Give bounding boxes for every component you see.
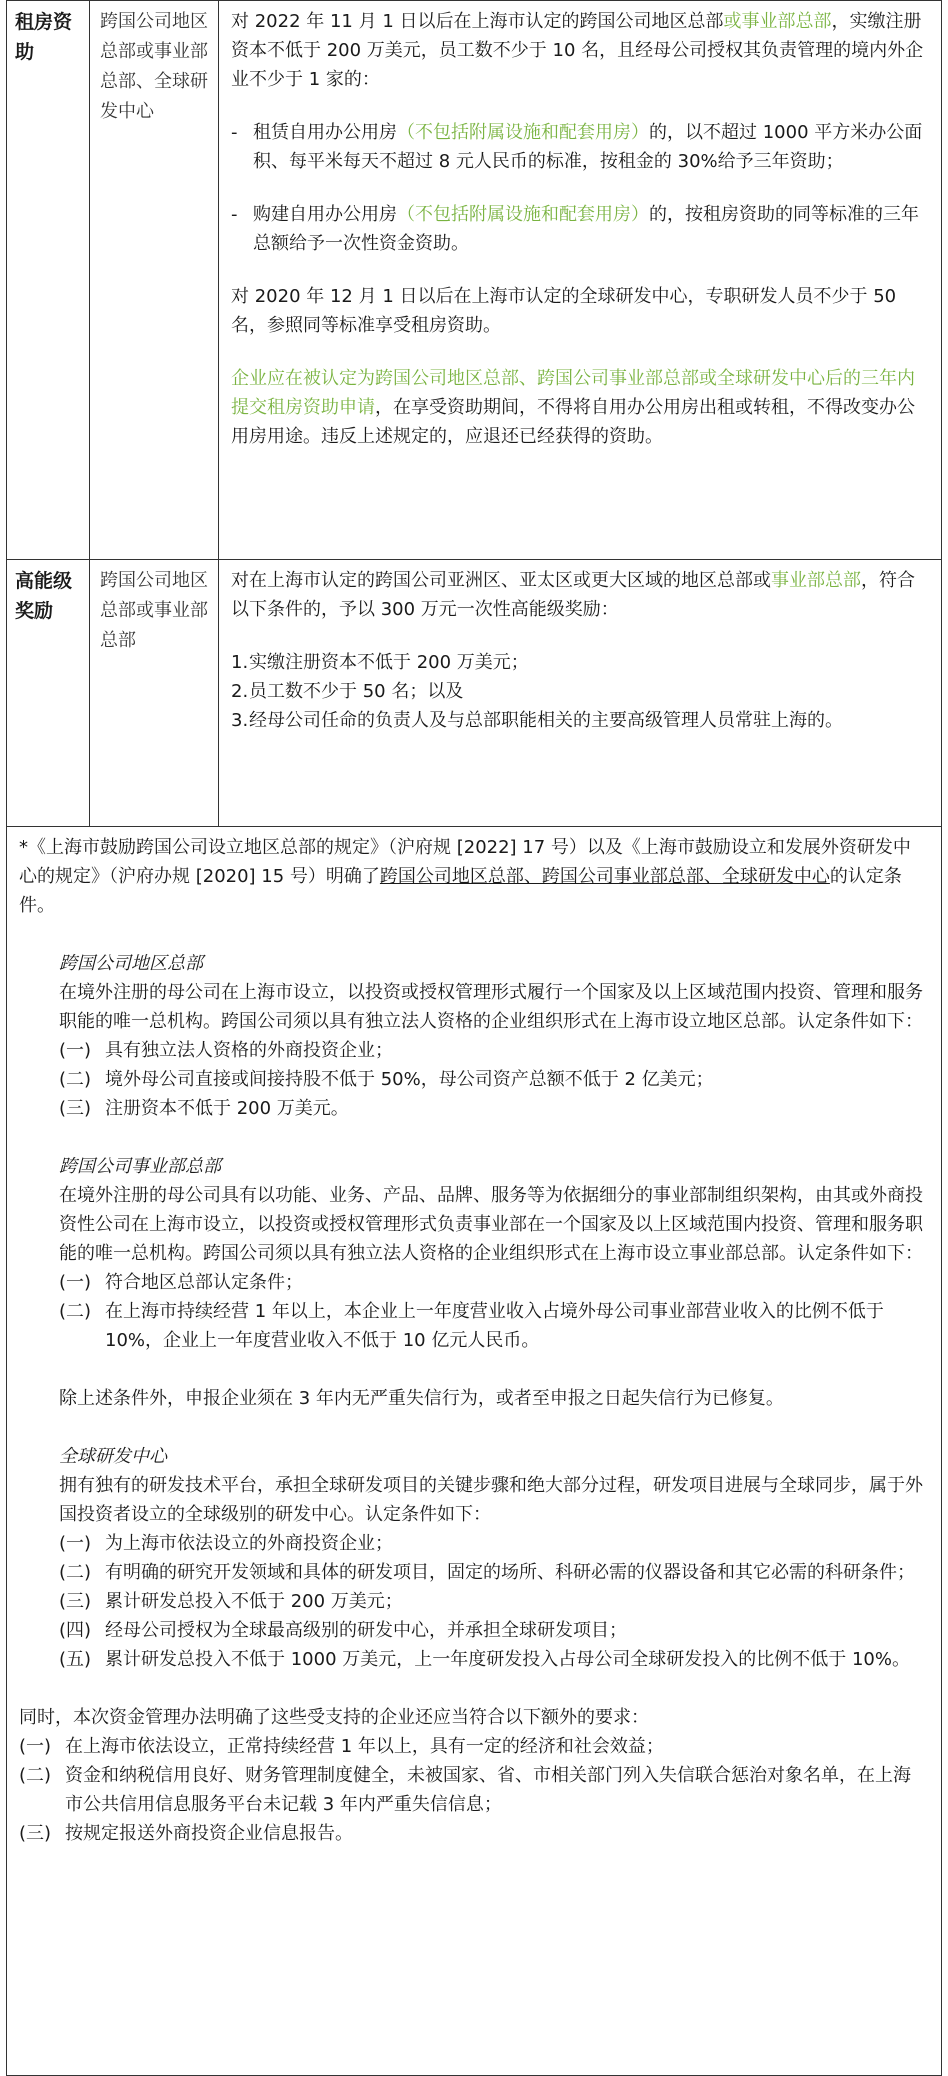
list-item: 1. 实缴注册资本不低于 200 万美元； bbox=[231, 652, 529, 673]
notes-intro: *《上海市鼓励跨国公司设立地区总部的规定》（沪府规 [2022] 17 号）以及《上海市鼓励设立和发展外资研发中心的规定》（沪府办规 [2020] 15 号）明确了跨国公司地区总部、跨国公司事业部总部、全球研发中心的认定条件。 bbox=[19, 837, 911, 916]
dash-bullet: - bbox=[231, 204, 238, 225]
list-item: 3. 经母公司任命的负责人及与总部职能相关的主要高级管理人员常驻上海的。 bbox=[231, 710, 843, 731]
applicable-entity-cell: 跨国公司地区总部或事业部总部 bbox=[90, 560, 219, 827]
final-requirements-intro: 同时，本次资金管理办法明确了这些受支持的企业还应当符合以下额外的要求： bbox=[19, 1707, 649, 1728]
list-item: (五) 累计研发总投入不低于 1000 万美元，上一年度研发投入占母公司全球研发投入的比例不低于 10%。 bbox=[59, 1649, 910, 1670]
category-cell: 高能级奖励 bbox=[7, 560, 90, 827]
subsidy-table bbox=[6, 0, 942, 827]
paragraph: 企业应在被认定为跨国公司地区总部、跨国公司事业部总部或全球研发中心后的三年内提交租房资助申请，在享受资助期间，不得将自用办公用房出租或转租，不得改变办公用房用途。违反上述规定的，应退还已经获得的资助。 bbox=[231, 368, 915, 447]
list-item: (二) 境外母公司直接或间接持股不低于 50%，母公司资产总额不低于 2 亿美元； bbox=[59, 1069, 714, 1090]
list-item: - 购建自用办公用房（不包括附属设施和配套用房）的，按租房资助的同等标准的三年总额给予一次性资金资助。 bbox=[231, 200, 927, 258]
list-item: (三) 注册资本不低于 200 万美元。 bbox=[59, 1098, 349, 1119]
paragraph: 对 2022 年 11 月 1 日以后在上海市认定的跨国公司地区总部或事业部总部，实缴注册资本不低于 200 万美元，员工数不少于 10 名，且经母公司授权其负责管理的境内外企业不少于 1 家的： bbox=[231, 11, 924, 90]
highlight-text: 企业应在被认定为跨国公司地区总部、跨国公司事业部总部或全球研发中心后的三年内提交租房资助申请 bbox=[231, 368, 915, 418]
description-cell bbox=[219, 1, 942, 560]
description-cell bbox=[219, 560, 942, 827]
table-row-rent-subsidy bbox=[7, 1, 942, 560]
category-cell: 租房资助 bbox=[7, 1, 90, 560]
list-item: (四) 经母公司授权为全球最高级别的研发中心，并承担全球研发项目； bbox=[59, 1620, 627, 1641]
table-row-high-level-award bbox=[7, 560, 942, 827]
paragraph: 对在上海市认定的跨国公司亚洲区、亚太区或更大区域的地区总部或事业部总部，符合以下条件的，予以 300 万元一次性高能级奖励： bbox=[231, 570, 915, 620]
dash-bullet: - bbox=[231, 122, 238, 143]
highlight-text: （不包括附属设施和配套用房） bbox=[397, 204, 649, 225]
section-heading: 全球研发中心 bbox=[59, 1446, 167, 1467]
list-item: (三) 按规定报送外商投资企业信息报告。 bbox=[19, 1823, 353, 1844]
list-item: 2. 员工数不少于 50 名；以及 bbox=[231, 681, 464, 702]
list-item: (一) 为上海市依法设立的外商投资企业； bbox=[59, 1533, 393, 1554]
highlight-text: 或事业部总部 bbox=[723, 11, 832, 32]
list-item: (三) 累计研发总投入不低于 200 万美元； bbox=[59, 1591, 403, 1612]
section-note: 除上述条件外，申报企业须在 3 年内无严重失信行为，或者至申报之日起失信行为已修复。 bbox=[59, 1388, 784, 1409]
applicable-entity-cell: 跨国公司地区总部或事业部总部、全球研发中心 bbox=[90, 1, 219, 560]
footnotes-section bbox=[6, 827, 942, 2076]
list-item: (二) 资金和纳税信用良好、财务管理制度健全，未被国家、省、市相关部门列入失信联合惩治对象名单，在上海市公共信用信息服务平台未记载 3 年内严重失信信息； bbox=[19, 1765, 911, 1815]
list-item: (一) 在上海市依法设立，正常持续经营 1 年以上，具有一定的经济和社会效益； bbox=[19, 1736, 664, 1757]
policy-page bbox=[6, 0, 942, 2076]
paragraph: 对 2020 年 12 月 1 日以后在上海市认定的全球研发中心，专职研发人员不少于 50 名，参照同等标准享受租房资助。 bbox=[231, 286, 897, 336]
highlight-text: （不包括附属设施和配套用房） bbox=[397, 122, 649, 143]
section-body: 在境外注册的母公司具有以功能、业务、产品、品牌、服务等为依据细分的事业部制组织架构，由其或外商投资性公司在上海市设立，以投资或授权管理形式负责事业部在一个国家及以上区域范围内投资、管理和服务职能的唯一总机构。跨国公司须以具有独立法人资格的企业组织形式在上海市设立事业部总部。认定条件如下： bbox=[59, 1185, 923, 1264]
list-item: (二) 有明确的研究开发领域和具体的研发项目，固定的场所、科研必需的仪器设备和其它必需的科研条件； bbox=[59, 1562, 915, 1583]
list-item: (一) 符合地区总部认定条件； bbox=[59, 1272, 303, 1293]
list-item: - 租赁自用办公用房（不包括附属设施和配套用房）的，以不超过 1000 平方米办公面积、每平米每天不超过 8 元人民币的标准，按租金的 30%给予三年资助； bbox=[231, 118, 927, 176]
list-item: (二) 在上海市持续经营 1 年以上，本企业上一年度营业收入占境外母公司事业部营业收入的比例不低于 10%，企业上一年度营业收入不低于 10 亿元人民币。 bbox=[59, 1301, 884, 1351]
list-item: (一) 具有独立法人资格的外商投资企业； bbox=[59, 1040, 393, 1061]
section-heading: 跨国公司事业部总部 bbox=[59, 1156, 221, 1177]
section-heading: 跨国公司地区总部 bbox=[59, 953, 203, 974]
underlined-text: 跨国公司地区总部、跨国公司事业部总部、全球研发中心 bbox=[379, 866, 830, 887]
section-body: 在境外注册的母公司在上海市设立，以投资或授权管理形式履行一个国家及以上区域范围内投资、管理和服务职能的唯一总机构。跨国公司须以具有独立法人资格的企业组织形式在上海市设立地区总部。认定条件如下： bbox=[59, 982, 923, 1032]
highlight-text: 事业部总部 bbox=[771, 570, 861, 591]
section-body: 拥有独有的研发技术平台，承担全球研发项目的关键步骤和绝大部分过程，研发项目进展与全球同步，属于外国投资者设立的全球级别的研发中心。认定条件如下： bbox=[59, 1475, 923, 1525]
